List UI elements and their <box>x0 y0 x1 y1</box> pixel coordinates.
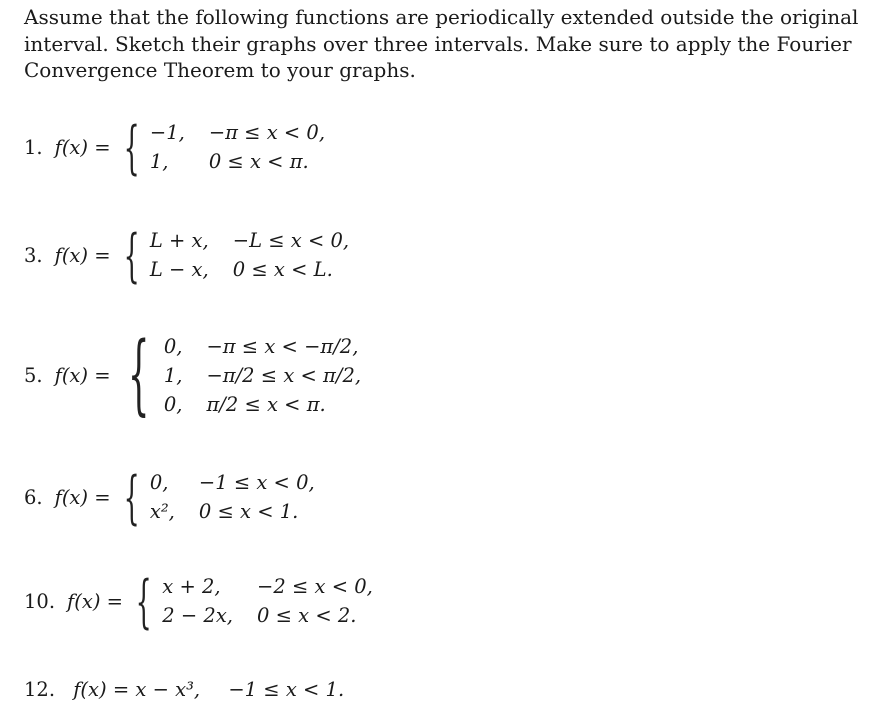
problem-number: 12. <box>24 678 56 701</box>
case-value: 0, <box>163 393 183 416</box>
case-row <box>164 390 371 419</box>
problem-6 <box>24 463 325 531</box>
piecewise-cases <box>164 332 371 419</box>
piecewise-cases <box>162 572 383 630</box>
case-value: 1, <box>149 150 169 173</box>
case-condition: 0 ≤ x < 1. <box>198 500 299 523</box>
function-expression: f(x) = x − x³, <box>73 678 201 701</box>
problem-1 <box>24 113 335 181</box>
problem-number: 5. <box>24 364 43 387</box>
case-row <box>150 118 335 147</box>
case-condition: −2 ≤ x < 0, <box>257 575 373 598</box>
case-row <box>150 147 335 176</box>
case-condition: 0 ≤ x < L. <box>232 258 333 281</box>
problem-number: 6. <box>24 485 43 509</box>
case-value: −1, <box>149 121 185 144</box>
left-brace: { <box>127 324 150 426</box>
case-condition: −1 ≤ x < 0, <box>198 471 315 494</box>
case-value: x², <box>149 500 175 523</box>
left-brace: { <box>123 113 140 181</box>
function-label: f(x) = <box>54 243 111 267</box>
function-label: f(x) = <box>54 135 111 159</box>
problem-number: 10. <box>24 589 56 613</box>
case-condition: −L ≤ x < 0, <box>232 229 350 252</box>
case-condition: −π/2 ≤ x < π/2, <box>206 364 362 387</box>
case-value: L − x, <box>149 258 209 281</box>
case-condition: −1 ≤ x < 1. <box>228 678 345 701</box>
case-value: 2 − 2x, <box>162 604 234 627</box>
problem-5 <box>24 324 371 426</box>
case-value: 0, <box>163 335 183 358</box>
case-row <box>162 601 383 630</box>
case-condition: 0 ≤ x < π. <box>208 150 309 173</box>
case-value: x + 2, <box>162 575 221 598</box>
left-brace: { <box>123 221 140 289</box>
case-row <box>150 226 359 255</box>
problem-12 <box>24 678 344 701</box>
case-condition: −π ≤ x < 0, <box>208 121 326 144</box>
case-row <box>164 332 371 361</box>
function-label: f(x) = <box>67 589 123 613</box>
left-brace: { <box>135 567 152 635</box>
case-value: 0, <box>149 471 169 494</box>
problem-3 <box>24 221 359 289</box>
case-condition: 0 ≤ x < 2. <box>257 604 357 627</box>
problem-number: 1. <box>24 135 43 159</box>
case-value: 1, <box>163 364 183 387</box>
problem-10 <box>24 567 383 635</box>
case-condition: π/2 ≤ x < π. <box>206 393 326 416</box>
case-condition: −π ≤ x < −π/2, <box>206 335 359 358</box>
instructions-paragraph: Assume that the following functions are periodically extended outside the original interval. Sketch their graphs over three intervals. Make sure to apply the Fourier Convergence Theorem to your graphs. <box>24 5 859 82</box>
case-row <box>150 497 325 526</box>
function-label: f(x) = <box>54 485 111 509</box>
function-label: f(x) = <box>54 364 111 387</box>
piecewise-cases <box>150 118 335 176</box>
case-row <box>150 255 359 284</box>
case-row <box>162 572 383 601</box>
case-row <box>164 361 371 390</box>
piecewise-cases <box>150 226 359 284</box>
case-value: L + x, <box>149 229 209 252</box>
case-row <box>150 468 325 497</box>
left-brace: { <box>123 463 140 531</box>
piecewise-cases <box>150 468 325 526</box>
problem-number: 3. <box>24 243 43 267</box>
